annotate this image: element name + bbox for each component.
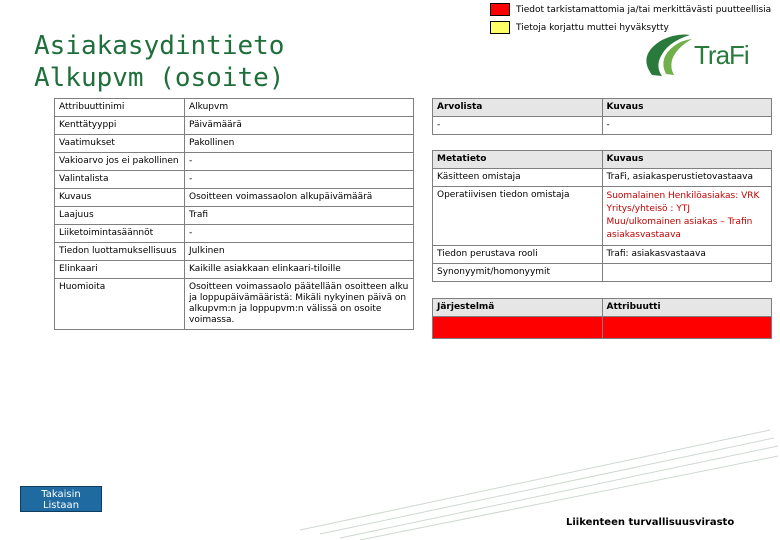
attribute-row xyxy=(55,153,414,171)
attribute-value: Päivämäärä xyxy=(185,117,414,135)
attribute-row xyxy=(55,225,414,243)
metatieto-row-key: Tiedon perustava rooli xyxy=(433,246,603,264)
metatieto-row-key: Synonyymit/homonyymit xyxy=(433,264,603,282)
legend-label-unverified: Tiedot tarkistamattomia ja/tai merkittävästi puutteellisia xyxy=(516,4,772,15)
attribute-row xyxy=(55,171,414,189)
attribuutti-header: Attribuutti xyxy=(602,299,772,317)
legend-item-unverified xyxy=(490,3,771,16)
attribute-key: Attribuuttinimi xyxy=(55,99,185,117)
attribute-row xyxy=(55,243,414,261)
arvolista-kuvaus-value: - xyxy=(602,117,772,135)
attribuutti-value-red xyxy=(602,317,772,339)
metatieto-row-value: Trafi: asiakasvastaava xyxy=(602,246,772,264)
attribute-row xyxy=(55,117,414,135)
attribute-key: Vakioarvo jos ei pakollinen xyxy=(55,153,185,171)
attribute-row xyxy=(55,189,414,207)
metatieto-row-value xyxy=(602,264,772,282)
attribute-row xyxy=(55,135,414,153)
title-line-1: Asiakasydintieto xyxy=(34,31,285,61)
attribute-row xyxy=(55,207,414,225)
attribute-key: Elinkaari xyxy=(55,261,185,279)
attribute-row xyxy=(55,261,414,279)
attribute-value: Osoitteen voimassaolo päätellään osoitteen alku ja loppupäivämääristä: Mikäli nykyinen päivä on alkupvm:n ja loppupvm:n välissä on osoite voimassa. xyxy=(185,279,414,330)
back-to-list-button[interactable] xyxy=(20,486,102,512)
jarjestelma-header: Järjestelmä xyxy=(433,299,603,317)
attribute-key: Laajuus xyxy=(55,207,185,225)
metatieto-row-key: Käsitteen omistaja xyxy=(433,169,603,187)
owner-other: Muu/ulkomainen asiakas – Trafin asiakasvastaava xyxy=(606,217,753,240)
arvolista-table xyxy=(432,98,772,135)
metatieto-kuvaus-header: Kuvaus xyxy=(602,151,772,169)
owner-person: Suomalainen Henkilöasiakas: VRK xyxy=(606,191,760,201)
attribute-value: Kaikille asiakkaan elinkaari-tiloille xyxy=(185,261,414,279)
attribute-key: Liiketoimintasäännöt xyxy=(55,225,185,243)
attribute-key: Huomioita xyxy=(55,279,185,330)
attribute-value: Osoitteen voimassaolon alkupäivämäärä xyxy=(185,189,414,207)
title-line-2: Alkupvm (osoite) xyxy=(34,63,285,93)
attribute-value: - xyxy=(185,171,414,189)
metatieto-row-key: Operatiivisen tiedon omistaja xyxy=(433,187,603,246)
back-button-line-2: Listaan xyxy=(42,500,80,511)
attribute-value: Pakollinen xyxy=(185,135,414,153)
attribute-value: Julkinen xyxy=(185,243,414,261)
attribute-table xyxy=(54,98,414,330)
attribute-key: Kuvaus xyxy=(55,189,185,207)
attribute-key: Tiedon luottamuksellisuus xyxy=(55,243,185,261)
attribute-value: - xyxy=(185,153,414,171)
attribute-value: - xyxy=(185,225,414,243)
jarjestelma-table xyxy=(432,298,772,339)
attribute-row xyxy=(55,279,414,330)
arvolista-value: - xyxy=(433,117,603,135)
legend-swatch-red xyxy=(490,3,510,16)
jarjestelma-value-red xyxy=(433,317,603,339)
metatieto-row-value-red xyxy=(602,187,772,246)
attribute-value: Trafi xyxy=(185,207,414,225)
attribute-key: Valintalista xyxy=(55,171,185,189)
attribute-key: Kenttätyyppi xyxy=(55,117,185,135)
page-title xyxy=(34,30,284,94)
attribute-key: Vaatimukset xyxy=(55,135,185,153)
metatieto-row-value: TraFi, asiakasperustietovastaava xyxy=(602,169,772,187)
legend-label-corrected: Tietoja korjattu muttei hyväksytty xyxy=(516,22,669,33)
arvolista-kuvaus-header: Kuvaus xyxy=(602,99,772,117)
arvolista-header: Arvolista xyxy=(433,99,603,117)
legend-swatch-yellow xyxy=(490,21,510,34)
metatieto-table xyxy=(432,150,772,282)
attribute-value: Alkupvm xyxy=(185,99,414,117)
agency-name: Liikenteen turvallisuusvirasto xyxy=(566,517,735,528)
attribute-row xyxy=(55,99,414,117)
back-button-line-1: Takaisin xyxy=(41,489,81,500)
metatieto-header: Metatieto xyxy=(433,151,603,169)
owner-company: Yritys/yhteisö : YTJ xyxy=(606,204,690,214)
logo-text: TraFi xyxy=(694,40,749,70)
